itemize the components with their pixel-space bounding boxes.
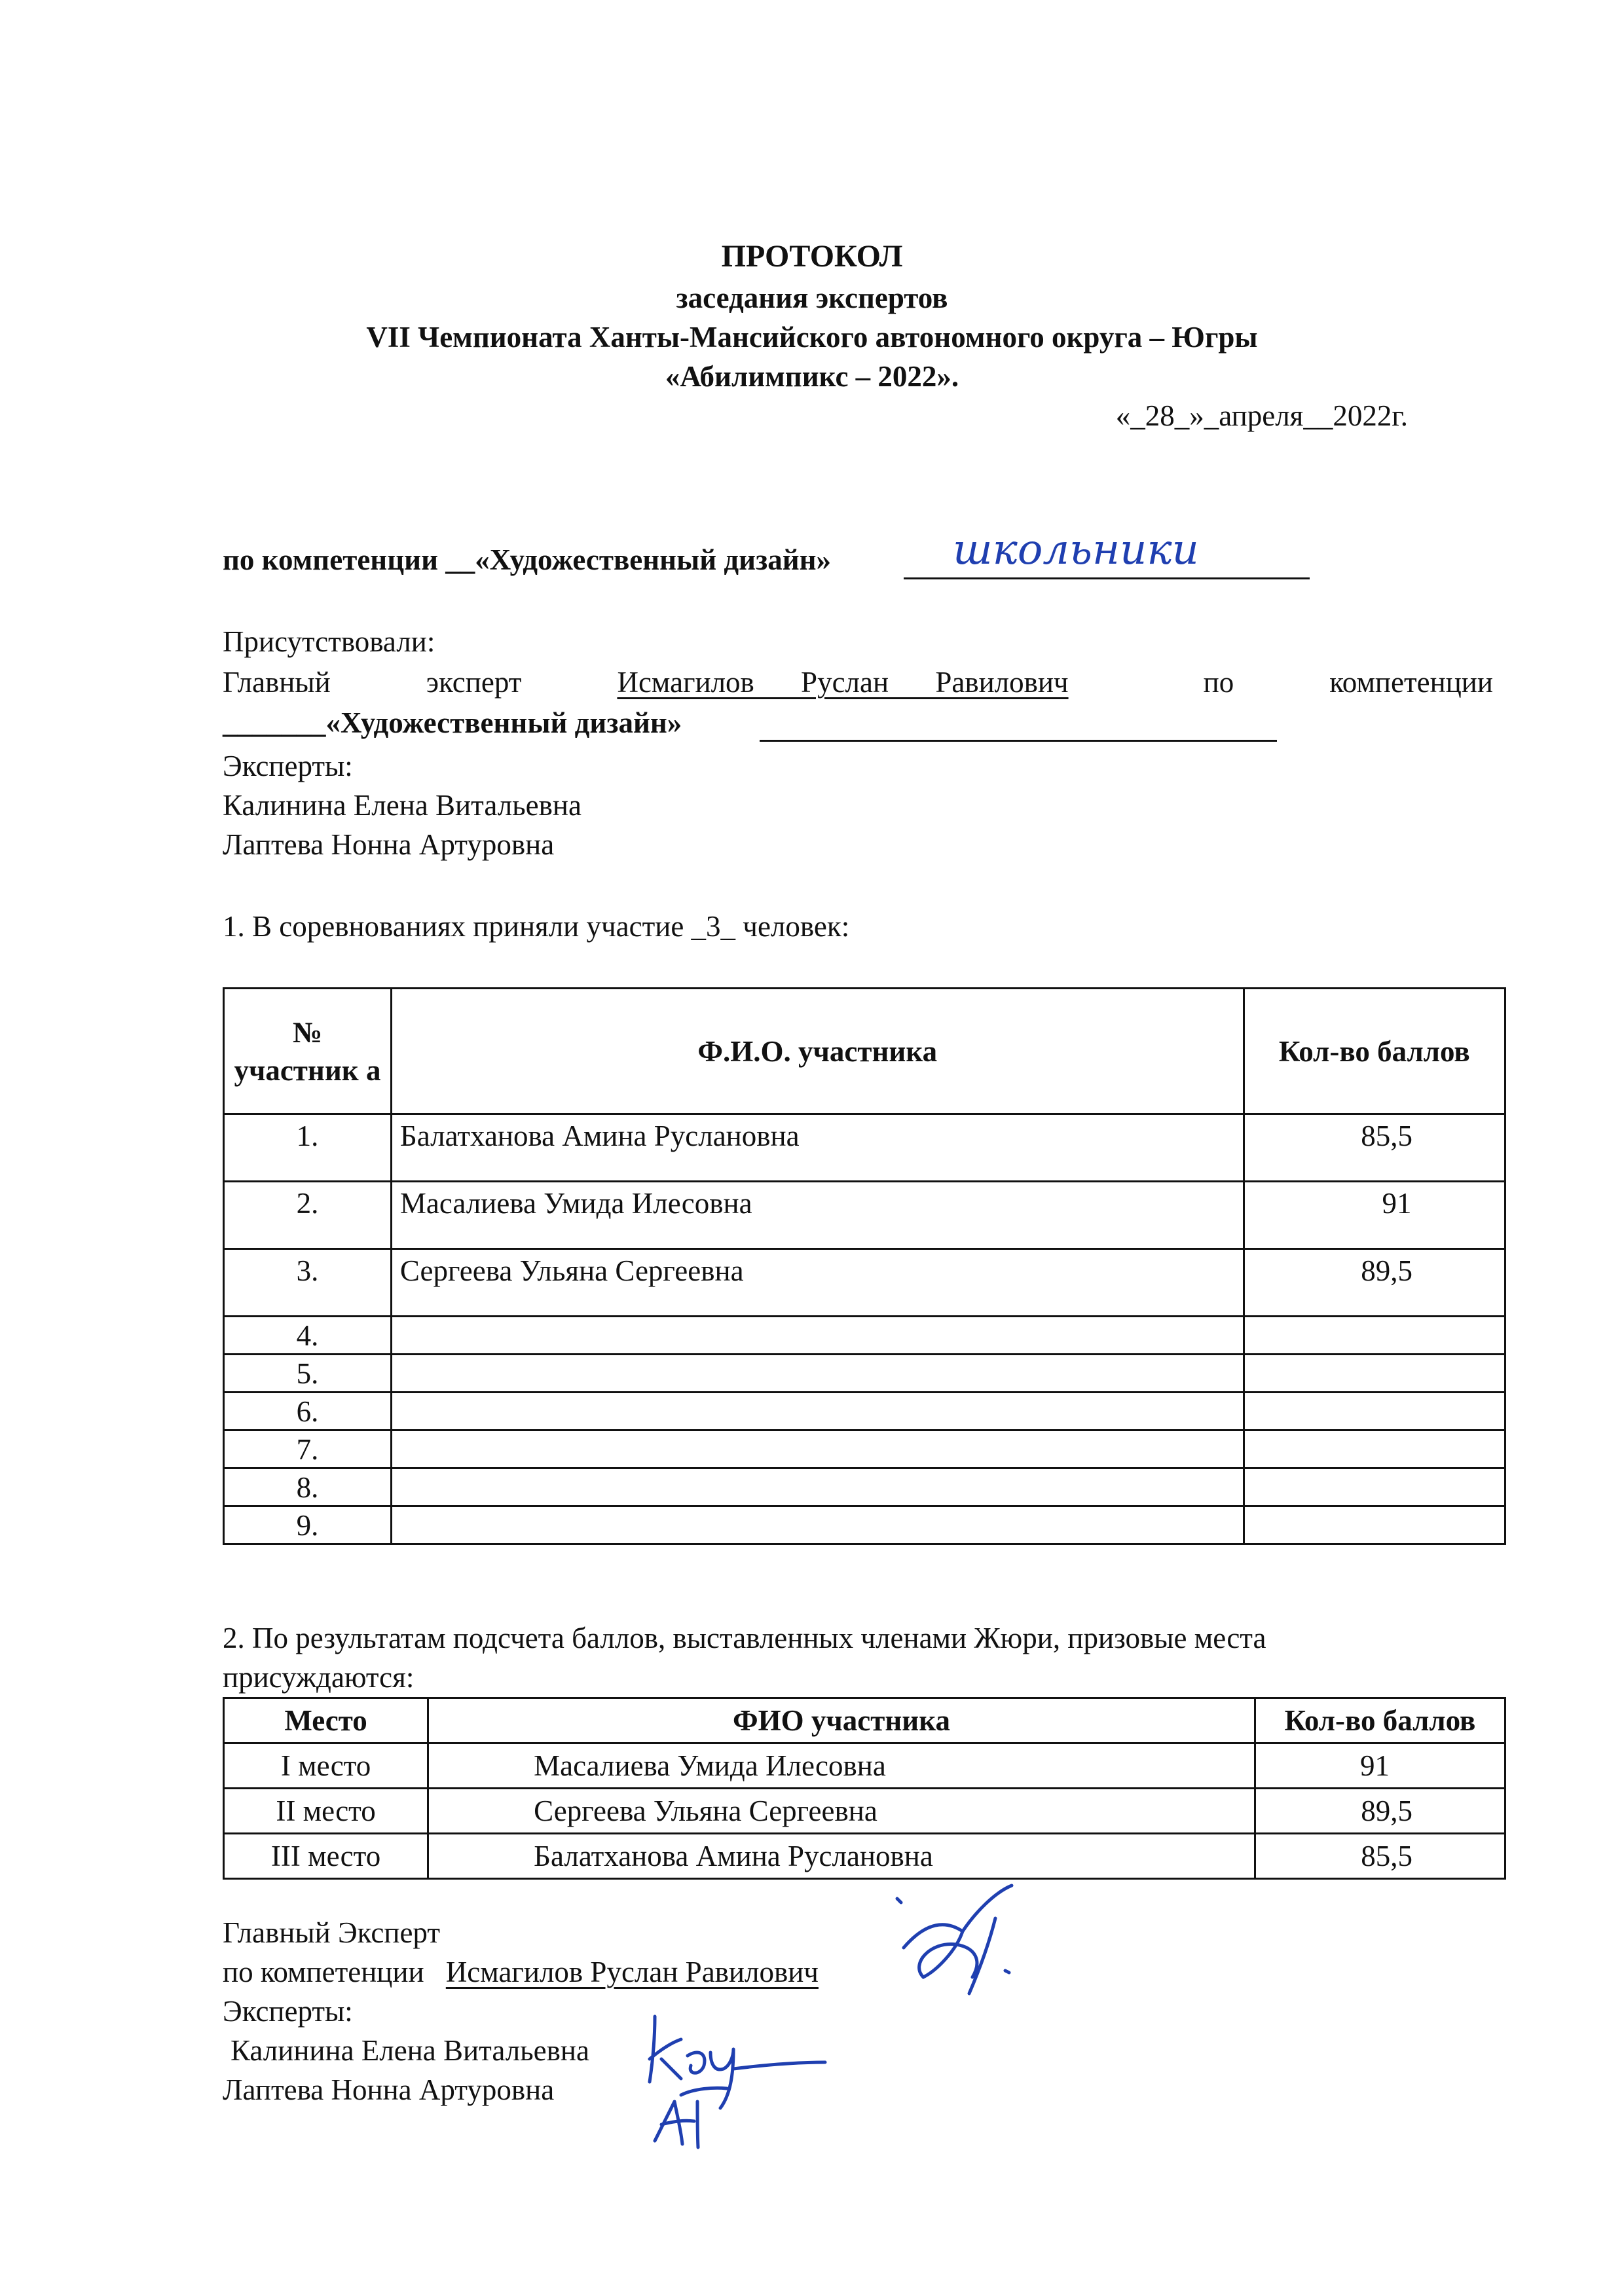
winner-name: Сергеева Ульяна Сергеевна — [428, 1789, 1255, 1834]
col-score-header: Кол-во баллов — [1255, 1698, 1505, 1743]
row-number: 8. — [224, 1468, 392, 1506]
section-2-text-line-2: присуждаются: — [223, 1661, 415, 1694]
present-label: Присутствовали: — [223, 625, 435, 658]
chief-expert-line — [223, 663, 1493, 702]
expert-2-name: Лаптева Нонна Артуровна — [223, 828, 555, 861]
winner-score: 89,5 — [1255, 1789, 1505, 1834]
experts-label: Эксперты: — [223, 750, 353, 782]
signature-chief-label-2-line — [223, 1952, 819, 1992]
chief-word-3: по — [1203, 666, 1234, 699]
header-line-3: VII Чемпионата Ханты-Мансийского автономного округа – Югры — [366, 321, 1258, 354]
col-fio-header: ФИО участника — [428, 1698, 1255, 1743]
signature-expert-1: Калинина Елена Витальевна — [231, 2034, 589, 2067]
winner-place: I место — [224, 1743, 428, 1789]
chief-expert-name: Исмагилов Руслан Равилович — [617, 666, 1069, 699]
chief-word-4: компетенции — [1329, 666, 1493, 699]
winner-place: II место — [224, 1789, 428, 1834]
document-date: «_28_»_апреля__2022г. — [1115, 399, 1408, 432]
col-number-header: № участник а — [224, 989, 392, 1114]
participant-name — [391, 1393, 1244, 1430]
participants-table — [223, 987, 1506, 1545]
participant-score — [1244, 1430, 1505, 1468]
participant-name: Сергеева Ульяна Сергеевна — [391, 1249, 1244, 1317]
header-line-4: «Абилимпикс – 2022». — [665, 360, 959, 393]
participant-score — [1244, 1393, 1505, 1430]
col-score-header: Кол-во баллов — [1244, 989, 1505, 1114]
winners-header-row — [224, 1698, 1505, 1743]
table-row — [224, 1249, 1505, 1317]
table-row — [224, 1468, 1505, 1506]
participants-header-row — [224, 989, 1505, 1114]
participant-score: 85,5 — [1244, 1114, 1505, 1182]
winner-place: III место — [224, 1834, 428, 1879]
winners-table — [223, 1697, 1506, 1880]
participant-name — [391, 1506, 1244, 1544]
table-row — [224, 1393, 1505, 1430]
row-number: 3. — [224, 1249, 392, 1317]
section-1-text: 1. В соревнованиях приняли участие _3_ человек: — [223, 910, 850, 943]
signature-experts-label: Эксперты: — [223, 1995, 353, 2028]
table-row — [224, 1114, 1505, 1182]
competence-line: _______«Художественный дизайн» — [223, 706, 682, 739]
table-row — [224, 1834, 1505, 1879]
participant-name: Масалиева Умида Илесовна — [391, 1182, 1244, 1249]
signature-chief-name: Исмагилов Руслан Равилович — [445, 1956, 819, 1988]
signature-chief-label-2: по компетенции — [223, 1956, 424, 1988]
table-row — [224, 1430, 1505, 1468]
handwritten-category: школьники — [953, 526, 1199, 574]
row-number: 4. — [224, 1317, 392, 1355]
participant-score — [1244, 1506, 1505, 1544]
participant-score: 91 — [1244, 1182, 1505, 1249]
winner-score: 91 — [1255, 1743, 1505, 1789]
competence-line-underline — [760, 740, 1277, 742]
participant-name — [391, 1468, 1244, 1506]
header-line-2: заседания экспертов — [676, 282, 948, 314]
table-row — [224, 1743, 1505, 1789]
expert-signatures — [642, 2003, 838, 2160]
winner-score: 85,5 — [1255, 1834, 1505, 1879]
document-title: ПРОТОКОЛ — [721, 239, 903, 274]
chief-word-1: Главный — [223, 666, 331, 699]
competence-underline — [904, 577, 1310, 579]
participant-name: Балатханова Амина Руслановна — [391, 1114, 1244, 1182]
row-number: 6. — [224, 1393, 392, 1430]
participant-score — [1244, 1355, 1505, 1393]
participant-name — [391, 1355, 1244, 1393]
table-row — [224, 1506, 1505, 1544]
table-row — [224, 1355, 1505, 1393]
row-number: 2. — [224, 1182, 392, 1249]
section-2-text-line-1: 2. По результатам подсчета баллов, выставленных членами Жюри, призовые места — [223, 1622, 1266, 1654]
row-number: 9. — [224, 1506, 392, 1544]
competence-prefix: по компетенции __«Художественный дизайн» — [223, 543, 832, 576]
participant-score — [1244, 1317, 1505, 1355]
table-row — [224, 1789, 1505, 1834]
chief-signature — [884, 1879, 1054, 2010]
winner-name: Балатханова Амина Руслановна — [428, 1834, 1255, 1879]
table-row — [224, 1317, 1505, 1355]
table-row — [224, 1182, 1505, 1249]
winner-name: Масалиева Умида Илесовна — [428, 1743, 1255, 1789]
col-place-header: Место — [224, 1698, 428, 1743]
participant-name — [391, 1317, 1244, 1355]
participant-score — [1244, 1468, 1505, 1506]
signature-expert-2: Лаптева Нонна Артуровна — [223, 2073, 555, 2106]
expert-1-name: Калинина Елена Витальевна — [223, 789, 581, 822]
row-number: 7. — [224, 1430, 392, 1468]
row-number: 1. — [224, 1114, 392, 1182]
chief-word-2: эксперт — [426, 666, 522, 699]
participant-score: 89,5 — [1244, 1249, 1505, 1317]
row-number: 5. — [224, 1355, 392, 1393]
col-name-header: Ф.И.О. участника — [391, 989, 1244, 1114]
participant-name — [391, 1430, 1244, 1468]
signature-chief-label-1: Главный Эксперт — [223, 1916, 441, 1949]
